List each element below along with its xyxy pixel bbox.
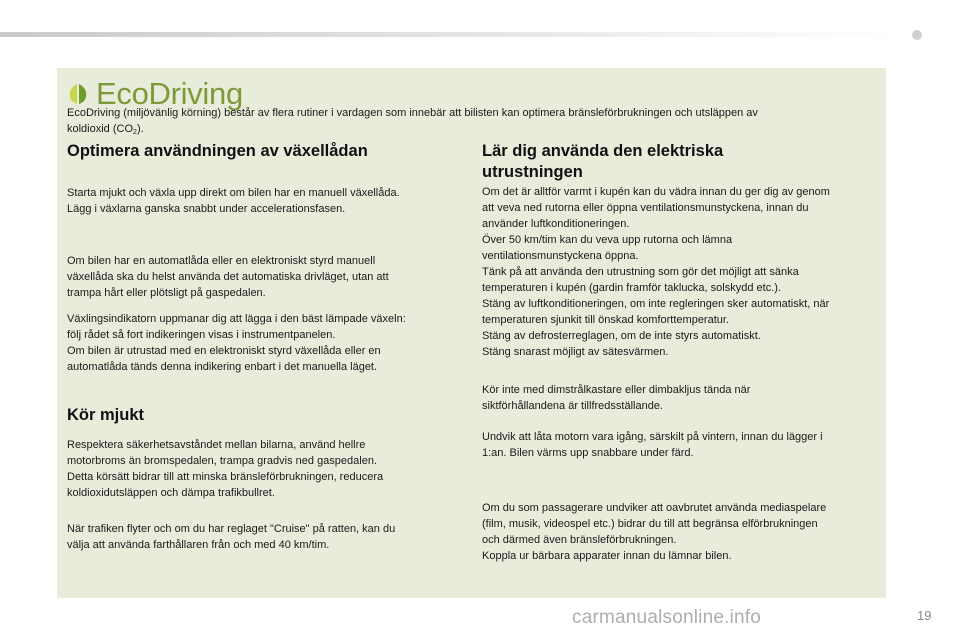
text-line: Stäng snarast möjligt av sätesvärmen. — [482, 346, 669, 358]
text-line: välja att använda farthållaren från och med 40 km/tim. — [67, 539, 330, 551]
text-line: siktförhållandena är tillfredsställande. — [482, 400, 663, 412]
text-line: Starta mjukt och växla upp direkt om bilen har en manuell växellåda. — [67, 187, 400, 199]
text-line: att veva ned rutorna eller öppna ventilationsmunstyckena, innan du — [482, 202, 809, 214]
text-line: Kör inte med dimstrålkastare eller dimbakljus tända när — [482, 384, 751, 396]
text-line: och därmed även bränsleförbrukningen. — [482, 534, 677, 546]
corner-dot — [912, 30, 922, 40]
text-line: Stäng av defrosterreglagen, om de inte styrs automatiskt. — [482, 330, 761, 342]
paragraph-media-devices — [482, 500, 826, 564]
text-line: följ rådet så fort indikeringen visas i instrumentpanelen. — [67, 329, 336, 341]
paragraph-gearbox-automatic — [67, 253, 389, 301]
text-line: Om det är alltför varmt i kupén kan du vädra innan du ger dig av genom — [482, 186, 830, 198]
text-line: Om du som passagerare undviker att oavbrutet använda mediaspelare — [482, 502, 827, 514]
page-title: EcoDriving — [96, 76, 243, 111]
intro-line-2-pre: koldioxid (CO — [67, 123, 134, 135]
text-line: koldioxidutsläppen och dämpa trafikbullret. — [67, 487, 275, 499]
text-line: Om bilen är utrustad med en elektroniskt styrd växellåda eller en — [67, 345, 381, 357]
text-line: trampa hårt eller plötsligt på gaspedalen. — [67, 287, 266, 299]
text-line: temperaturen i kupén (gardin framför taklucka, solskydd etc.). — [482, 282, 781, 294]
paragraph-ventilation — [482, 184, 830, 360]
heading-gearbox: Optimera användningen av växellådan — [67, 142, 368, 160]
intro-line-1: EcoDriving (miljövänlig körning) består av flera rutiner i vardagen som innebär att bilisten kan optimera bränsleförbrukningen och utsläppen av — [67, 107, 758, 119]
co2-subscript: 2 — [133, 129, 137, 136]
text-line: Respektera säkerhetsavståndet mellan bilarna, använd hellre — [67, 439, 366, 451]
paragraph-gear-indicator — [67, 311, 406, 375]
text-line: temperaturen sjunkit till önskad komforttemperatur. — [482, 314, 730, 326]
text-line: (film, musik, videospel etc.) bidrar du till att begränsa elförbrukningen — [482, 518, 818, 530]
text-line: När trafiken flyter och om du har reglaget "Cruise" på ratten, kan du — [67, 523, 396, 535]
text-line: ventilationsmunstyckena öppna. — [482, 250, 639, 262]
heading-drive-smoothly: Kör mjukt — [67, 406, 145, 424]
text-line: Stäng av luftkonditioneringen, om inte regleringen sker automatiskt, när — [482, 298, 830, 310]
text-line: Tänk på att använda den utrustning som gör det möjligt att sänka — [482, 266, 799, 278]
text-line: använder luftkonditioneringen. — [482, 218, 630, 230]
text-line: motorbroms än bromspedalen, trampa gradvis ned gaspedalen. — [67, 455, 378, 467]
intro-text — [67, 105, 867, 141]
paragraph-cruise-control — [67, 521, 395, 553]
text-line: Koppla ur bärbara apparater innan du lämnar bilen. — [482, 550, 732, 562]
text-line: Över 50 km/tim kan du veva upp rutorna och lämna — [482, 234, 733, 246]
watermark: carmanualsonline.info — [572, 607, 762, 628]
text-line: automatlåda tänds denna indikering enbart i det manuella läget. — [67, 361, 378, 373]
paragraph-safety-distance — [67, 437, 383, 501]
text-line: Detta körsätt bidrar till att minska bränsleförbrukningen, reducera — [67, 471, 384, 483]
text-line: Om bilen har en automatlåda eller en elektroniskt styrd manuell — [67, 255, 376, 267]
paragraph-fog-lights — [482, 382, 750, 414]
paragraph-gearbox-manual — [67, 185, 400, 217]
page-number: 19 — [917, 608, 932, 623]
leaf-icon — [67, 83, 89, 105]
paragraph-engine-idling — [482, 429, 823, 461]
heading-electrical-equipment — [482, 141, 723, 183]
heading-line: utrustningen — [482, 163, 583, 181]
header-rule — [0, 32, 900, 37]
text-line: Lägg i växlarna ganska snabbt under accelerationsfasen. — [67, 203, 346, 215]
text-line: 1:an. Bilen värms upp snabbare under färd. — [482, 447, 694, 459]
intro-line-2-post: ). — [136, 123, 144, 135]
heading-line: Lär dig använda den elektriska — [482, 142, 724, 160]
text-line: Undvik att låta motorn vara igång, särskilt på vintern, innan du lägger i — [482, 431, 823, 443]
text-line: växellåda ska du helst använda det automatiska drivläget, utan att — [67, 271, 389, 283]
text-line: Växlingsindikatorn uppmanar dig att lägga i den bäst lämpade växeln: — [67, 313, 406, 325]
